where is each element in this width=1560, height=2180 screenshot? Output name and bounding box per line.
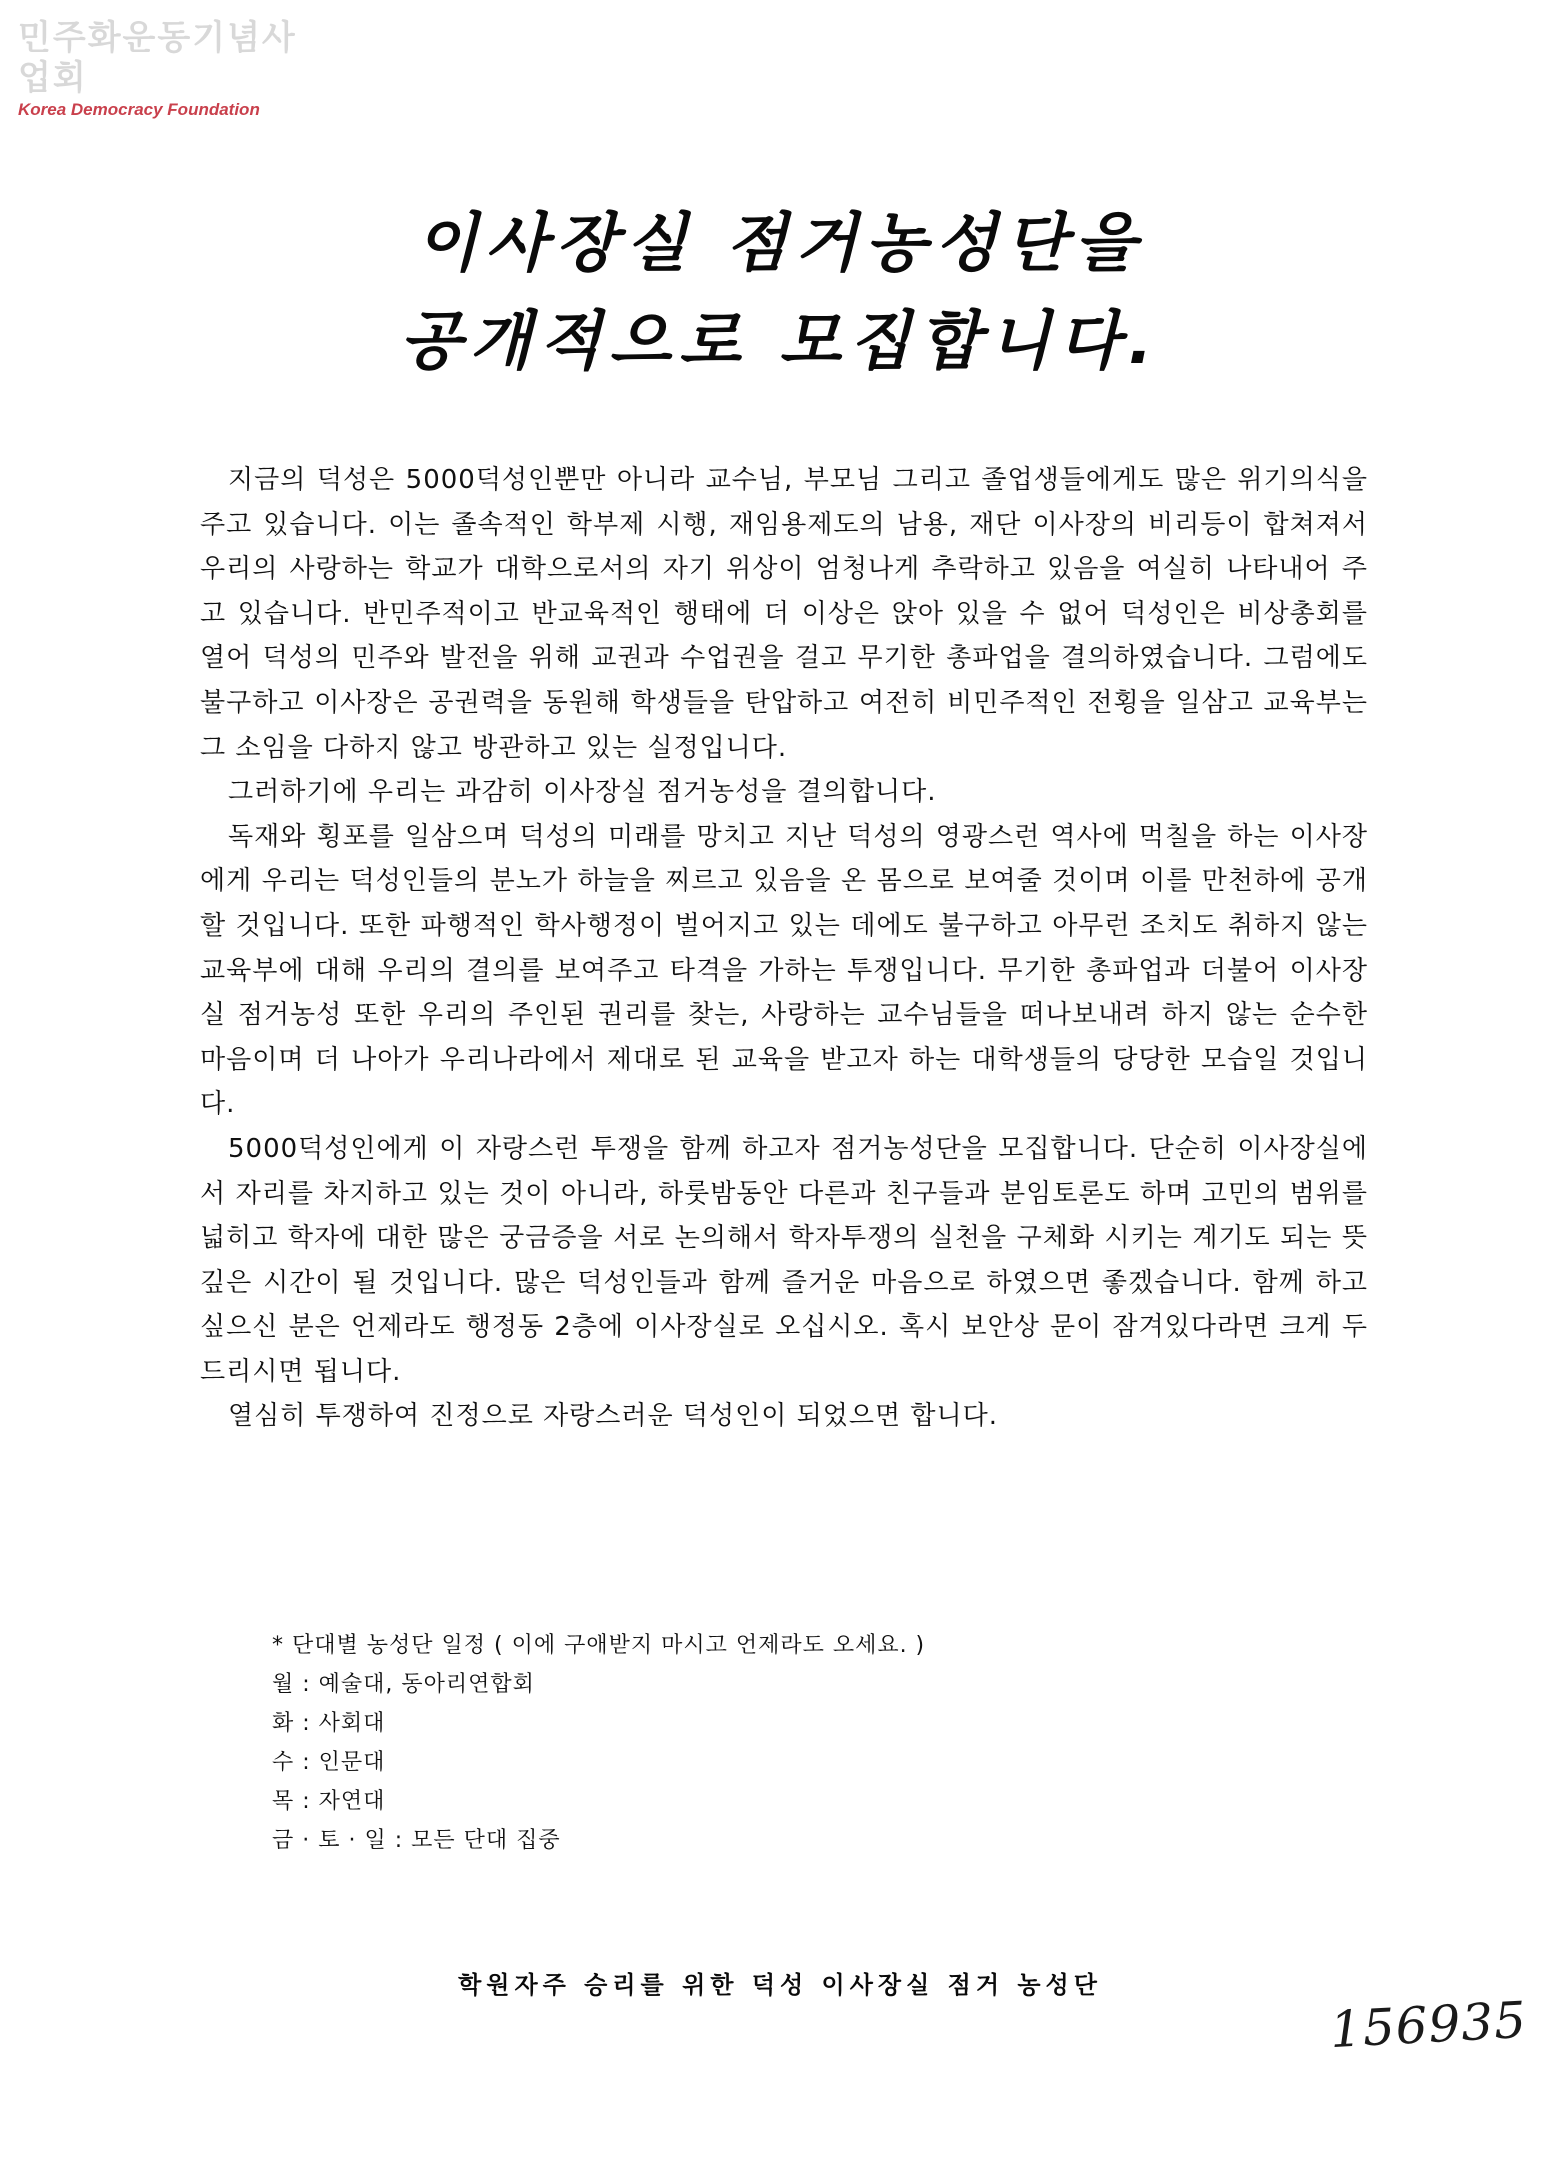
body-paragraph-5: 열심히 투쟁하여 진정으로 자랑스러운 덕성인이 되었으면 합니다. [228,1401,998,1432]
schedule-row-monday: 월 : 예술대, 동아리연합회 [272,1672,535,1697]
body-paragraph-2: 그러하기에 우리는 과감히 이사장실 점거농성을 결의합니다. [228,777,937,808]
body-paragraph-4: 5000덕성인에게 이 자랑스런 투쟁을 함께 하고자 점거농성단을 모집합니다. 단순히 이사장실에서 자리를 차지하고 있는 것이 아니라, 하룻밤동안 다른과 친구들과 분임토론도 하며 고민의 범위를 넓히고 학자에 대한 많은 궁금증을 서로 논의해서 학자투쟁의 실천을 구체화 시키는 계기도 되는 뜻깊은 시간이 될 것입니다. 많은 덕성인들과 함께 즐거운 마음으로 하였으면 좋겠습니다. 함께 하고 싶으신 분은 언제라도 행정동 2층에 이사장실로 오십시오. 혹시 보안상 문이 잠겨있다라면 크게 두드리시면 됩니다. [200,1133,1368,1387]
schedule-row-wednesday: 수 : 인문대 [272,1750,386,1775]
body-paragraph-3: 독재와 횡포를 일삼으며 덕성의 미래를 망치고 지난 덕성의 영광스런 역사에 먹칠을 하는 이사장에게 우리는 덕성인들의 분노가 하늘을 찌르고 있음을 온 몸으로 보여줄 것이며 이를 만천하에 공개할 것입니다. 또한 파행적인 학사행정이 벌어지고 있는 데에도 불구하고 아무런 조치도 취하지 않는 교육부에 대해 우리의 결의를 보여주고 타격을 가하는 투쟁입니다. 무기한 총파업과 더불어 이사장실 점거농성 또한 우리의 주인된 권리를 찾는, 사랑하는 교수님들을 떠나보내려 하지 않는 순수한 마음이며 더 나아가 우리나라에서 제대로 된 교육을 받고자 하는 대학생들의 당당한 모습일 것입니다. [200,821,1368,1120]
watermark-logo [18,18,318,120]
handwritten-archive-number: 156935 [1328,1990,1529,2060]
schedule-row-tuesday: 화 : 사회대 [272,1711,386,1736]
schedule-header: * 단대별 농성단 일정 ( 이에 구애받지 마시고 언제라도 오세요. ) [272,1633,926,1658]
schedule-row-thursday: 목 : 자연대 [272,1789,386,1814]
body-paragraph-1: 지금의 덕성은 5000덕성인뿐만 아니라 교수님, 부모님 그리고 졸업생들에게도 많은 위기의식을 주고 있습니다. 이는 졸속적인 학부제 시행, 재임용제도의 남용, 재단 이사장의 비리등이 합쳐져서 우리의 사랑하는 학교가 대학으로서의 자기 위상이 엄청나게 추락하고 있음을 여실히 나타내어 주고 있습니다. 반민주적이고 반교육적인 행태에 더 이상은 앉아 있을 수 없어 덕성인은 비상총회를 열어 덕성의 민주와 발전을 위해 교권과 수업권을 걸고 무기한 총파업을 결의하였습니다. 그럼에도 불구하고 이사장은 공권력을 동원해 학생들을 탄압하고 여전히 비민주적인 전횡을 일삼고 교육부는 그 소임을 다하지 않고 방관하고 있는 실정입니다. [200,465,1368,763]
body-text [200,458,1368,1439]
document-title [0,195,1560,391]
watermark-korean-text: 민주화운동기념사업회 [18,18,297,98]
signature: 학원자주 승리를 위한 덕성 이사장실 점거 농성단 [458,1971,1102,1999]
schedule-row-weekend: 금 · 토 · 일 : 모든 단대 집중 [272,1828,561,1853]
title-line-1: 이사장실 점거농성단을 [415,207,1145,281]
watermark-english-text: Korea Democracy Foundation [18,100,260,119]
schedule-section [272,1626,1172,1860]
title-line-2: 공개적으로 모집합니다. [399,305,1161,379]
